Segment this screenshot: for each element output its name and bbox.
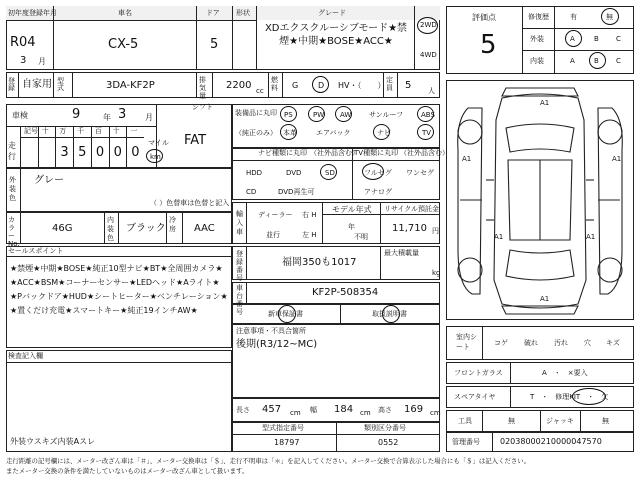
front-glass-value: A ・ ×要入 xyxy=(542,369,588,377)
recycle-label: リサイクル預託金 xyxy=(384,205,440,213)
shift-value: FAT xyxy=(184,133,207,148)
mileage-digit: 0 xyxy=(131,145,140,160)
jack-value: 無 xyxy=(602,417,609,425)
class-number: 0552 xyxy=(378,438,399,447)
import-left-h: 左 H xyxy=(302,231,317,239)
mileage-unit-header: 百 xyxy=(94,127,102,135)
reg-month: 3 xyxy=(20,55,27,66)
equip-aw: AW xyxy=(340,111,352,119)
mileage-digit: 3 xyxy=(60,145,69,160)
import-dealer: ディーラー xyxy=(258,211,293,219)
interior-b: B xyxy=(594,57,599,65)
damage-mark: A1 xyxy=(586,233,596,241)
shift-label: シフト xyxy=(192,103,213,111)
footer-notes xyxy=(6,456,634,476)
interior-color-label: 内装色 xyxy=(107,216,114,242)
seat-hole: 穴 xyxy=(584,339,591,347)
import-label: 輸入車 xyxy=(236,210,243,236)
capacity: 5 xyxy=(405,80,412,91)
equip-airbag: エアバック xyxy=(316,129,351,137)
inspection-year: 9 xyxy=(72,107,81,122)
grade-score: 5 xyxy=(480,30,497,60)
doors-label: ドア xyxy=(206,9,220,17)
equipment-label: 装備品に丸印 xyxy=(235,109,277,117)
sales-point-line: ★置くだけ充電★スマートキー★純正19インチAW★ xyxy=(10,306,198,315)
damage-mark: A1 xyxy=(540,295,550,303)
fuel-d: D xyxy=(318,81,325,90)
import-right-h: 右 H xyxy=(302,211,317,219)
mileage-unit-header: 十 xyxy=(41,127,49,135)
model-type: 3DA-KF2P xyxy=(106,80,155,91)
exterior-c: C xyxy=(616,35,621,43)
owners-manual: 取扱説明書 xyxy=(372,310,407,318)
mileage-unit-header: 十 xyxy=(112,127,120,135)
chassis-label: 車台番号 xyxy=(236,284,243,316)
inspection-label: 車検 xyxy=(12,111,28,120)
mile-unit: マイル xyxy=(148,139,169,147)
notes-box xyxy=(232,324,440,398)
inspection-year-unit: 年 xyxy=(103,113,111,122)
shape-label: 形状 xyxy=(236,9,250,17)
recycle-yen: 円 xyxy=(432,227,439,235)
spare-tire-value: T ・ 修理KIT ・ 欠 xyxy=(530,393,609,401)
equip-ps: PS xyxy=(284,111,293,119)
mileage-digit: 0 xyxy=(95,145,105,160)
km-unit: km xyxy=(150,153,161,161)
mileage-grid xyxy=(20,126,144,168)
mgmt-number: 02038000210000047570 xyxy=(500,437,602,446)
car-outline-diagram xyxy=(446,80,634,320)
sales-points-text xyxy=(10,262,228,318)
width-value: 184 xyxy=(334,404,354,415)
height-label: 高さ xyxy=(378,406,392,414)
equip-leather: 本革 xyxy=(283,129,297,137)
plate-number: 福岡350も1017 xyxy=(282,257,357,268)
spare-tire-label: スペアタイヤ xyxy=(454,393,496,401)
navi-dvd-play: DVD再生可 xyxy=(278,188,315,196)
interior-color: ブラック xyxy=(126,223,166,234)
interior-c: C xyxy=(616,57,621,65)
equip-sunroof: サンルーフ xyxy=(369,111,404,119)
ac-label: 冷房 xyxy=(169,216,176,233)
repair-yes: 有 xyxy=(570,13,577,21)
plate-label: 登録 xyxy=(8,77,15,92)
exterior-a: A xyxy=(570,35,575,43)
width-unit: cm xyxy=(360,409,371,417)
displacement-label: 排気量 xyxy=(199,76,206,100)
tv-label: TV種類に丸印 xyxy=(354,149,399,157)
warranty-box xyxy=(232,304,440,324)
type-label: 型式 xyxy=(57,77,64,92)
repaint-note: （ ）色替車は色替と記入 xyxy=(150,199,230,207)
interior-seat-label: 室内シート xyxy=(456,333,477,351)
grade-label: グレード xyxy=(318,9,346,17)
navi-sd: SD xyxy=(325,169,335,177)
reg-era: R04 xyxy=(10,35,36,50)
doors-count: 5 xyxy=(210,37,219,52)
type-cert-number: 18797 xyxy=(274,438,300,447)
front-glass-label: フロントガラス xyxy=(454,369,503,377)
equip-navi: ナビ xyxy=(377,129,391,137)
model-year-unit: 年 xyxy=(348,223,355,231)
interior-score-label: 内装 xyxy=(530,57,544,65)
damage-mark: A1 xyxy=(612,155,622,163)
grade-text: XDエクスクルーシブモード★禁煙★中期★BOSE★ACC★ xyxy=(264,23,408,47)
inspector-note: 外装ウスキズ内装Aスレ xyxy=(10,437,96,446)
notes-text: 後期(R3/12~MC) xyxy=(236,339,318,350)
damage-mark: A1 xyxy=(462,155,472,163)
sales-point-line: ★禁煙★中期★BOSE★純正10型ナビ★BT★全周囲カメラ★ xyxy=(10,264,223,273)
tools-value: 無 xyxy=(508,417,515,425)
grade-score-label: 評価点 xyxy=(472,13,496,22)
equipment-sub: （純正のみ） xyxy=(235,129,277,137)
km-circle xyxy=(146,149,163,163)
drive-2wd-circle xyxy=(417,17,438,34)
mileage-digit: 0 xyxy=(113,145,122,160)
equip-pw: PW xyxy=(313,111,325,119)
damage-mark: A1 xyxy=(540,99,550,107)
model-label: 車名 xyxy=(118,9,132,17)
displacement: 2200 xyxy=(226,80,252,91)
car-model: CX-5 xyxy=(108,37,139,52)
sales-point-line: ★ACC★BSM★コーナーセンサー★LEDヘッド★Aライト★ xyxy=(10,278,220,287)
sales-point-line: ★Pバックドア★HUD★シートヒーター★ベンチレーション★ xyxy=(10,292,228,301)
tv-sub: （社外品含む） xyxy=(400,149,449,157)
mileage-label: 走行 xyxy=(8,141,16,161)
mileage-unit-header: 一 xyxy=(130,127,138,135)
type-cert-label: 型式指定番号 xyxy=(262,424,304,432)
fuel-d-circle xyxy=(312,76,329,93)
damage-mark: A1 xyxy=(494,233,504,241)
navi-dvd: DVD xyxy=(286,169,302,177)
mileage-unit-header: 万 xyxy=(59,127,67,135)
navi-hdd: HDD xyxy=(246,169,263,177)
drive-4wd: 4WD xyxy=(420,51,437,59)
navi-label: ナビ種類に丸印 xyxy=(258,149,307,157)
width-label: 幅 xyxy=(310,406,317,414)
inspection-month: 3 xyxy=(118,107,127,122)
equip-abs: ABS xyxy=(421,111,435,119)
height-value: 169 xyxy=(404,404,424,415)
vehicle-use: 自家用 xyxy=(22,79,52,90)
cc-unit: cc xyxy=(256,87,264,95)
class-label: 類別区分番号 xyxy=(364,424,406,432)
color-code-label: カラー No. xyxy=(8,216,20,248)
tv-fullseg: フルセグ xyxy=(364,169,392,177)
seat-scratch: キズ xyxy=(606,339,620,347)
max-load-label: 最大積載量 xyxy=(384,249,419,257)
exterior-color: グレー xyxy=(34,175,64,186)
navi-cd: CD xyxy=(246,188,257,196)
inspector-label: 検査記入欄 xyxy=(8,352,43,360)
plate-number-label: 登録番号 xyxy=(236,250,243,282)
inspection-month-unit: 月 xyxy=(145,113,153,122)
capacity-label: 定員 xyxy=(386,76,393,92)
tv-oneseg: ワンセグ xyxy=(406,169,434,177)
color-code: 46G xyxy=(52,223,73,234)
reg-month-unit: 月 xyxy=(38,57,46,66)
length-unit: cm xyxy=(290,409,301,417)
ac-value: AAC xyxy=(194,223,215,234)
drive-2wd: 2WD xyxy=(420,21,437,29)
length-label: 長さ xyxy=(236,406,250,414)
import-parallel: 並行 xyxy=(266,231,280,239)
chassis-number: KF2P-508354 xyxy=(312,287,379,298)
fuel-g: G xyxy=(292,81,299,90)
tools-label: 工具 xyxy=(458,417,472,425)
seat-tear: 破れ xyxy=(524,339,538,347)
fuel-label: 燃料 xyxy=(271,76,278,92)
footer-line: またメーター交換の条件を満たしていないものはメーター改ざん車として扱います。 xyxy=(6,467,249,475)
capacity-unit: 人 xyxy=(428,87,435,95)
mileage-unit-header: 千 xyxy=(77,127,85,135)
fuel-hv: HV・（ ） xyxy=(338,81,386,90)
repair-no: 無 xyxy=(606,13,613,21)
footer-line: 走行距離の記号欄には、メーター改ざん車は「＃」、メーター交換車は「＄」、走行不明車は「＊」を記入してください。メーター交換で合算表示した場合にも「＄」は記入ください。 xyxy=(6,457,531,465)
navi-sub: （社外品含む） xyxy=(310,149,359,157)
new-car-warranty: 新車保証書 xyxy=(268,310,303,318)
reg-date-label: 初年度登録年月 xyxy=(8,9,57,17)
exterior-label: 外装色 xyxy=(9,176,16,202)
jack-label: ジャッキ xyxy=(546,417,574,425)
repair-history-label: 修復歴 xyxy=(528,13,549,21)
max-load-unit: kg xyxy=(432,269,441,277)
tv-analog: アナログ xyxy=(364,188,392,196)
length-value: 457 xyxy=(262,404,282,415)
mgmt-number-label: 管理番号 xyxy=(452,438,480,446)
seat-stain: 汚れ xyxy=(554,339,568,347)
seat-burn: コゲ xyxy=(494,339,508,347)
mileage-digit: 5 xyxy=(78,145,87,160)
exterior-b: B xyxy=(594,35,599,43)
equip-tv: TV xyxy=(422,129,432,137)
height-unit: cm xyxy=(430,409,441,417)
exterior-score-label: 外装 xyxy=(530,35,544,43)
model-year-unknown: 不明 xyxy=(354,233,368,241)
interior-a: A xyxy=(570,57,575,65)
notes-label: 注意事項・不具合箇所 xyxy=(236,327,306,335)
sales-points-label: セールスポイント xyxy=(8,247,64,255)
recycle-amount: 11,710 xyxy=(392,223,427,234)
mileage-unit-header: 記号 xyxy=(24,127,38,135)
model-year-label: モデル年式 xyxy=(332,205,372,214)
